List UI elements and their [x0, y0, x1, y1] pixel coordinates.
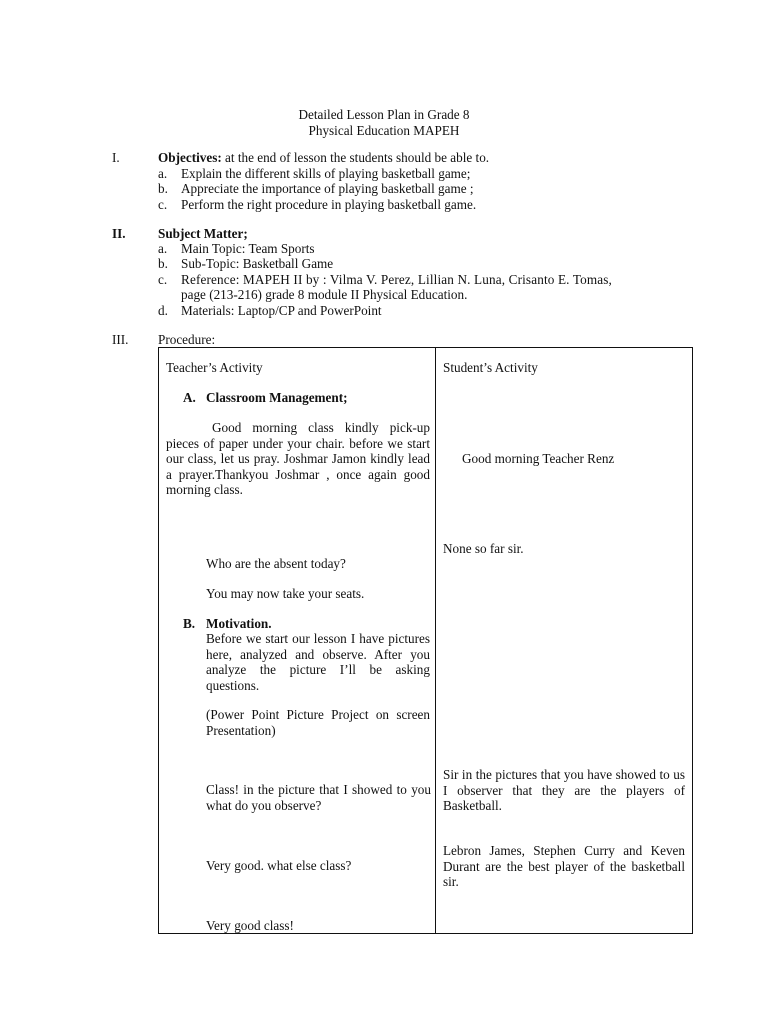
list-item	[158, 181, 476, 196]
teacher-what-else: Very good. what else class?	[206, 858, 352, 873]
item-letter: b.	[158, 181, 168, 197]
classroom-letter: A.	[183, 390, 196, 405]
objectives-heading: Objectives:	[158, 150, 222, 165]
teacher-observe-question: Class! in the picture that I showed to you what do you observe?	[206, 782, 431, 813]
student-none: None so far sir.	[443, 541, 524, 556]
section-numeral-objectives: I.	[112, 150, 120, 165]
list-item	[158, 166, 476, 181]
teacher-greeting: Good morning class kindly pick-up pieces of paper under your chair. before we start our class, let us pray. Joshmar Jamon kindly lead a prayer.Thankyou Joshmar , once again good morning class.	[166, 420, 430, 497]
item-letter: a.	[158, 241, 168, 256]
teacher-activity-header: Teacher’s Activity	[166, 360, 263, 375]
item-text: Materials: Laptop/CP and PowerPoint	[181, 302, 382, 318]
list-item	[158, 241, 612, 256]
student-greeting: Good morning Teacher Renz	[462, 451, 615, 466]
teacher-take-seats: You may now take your seats.	[206, 586, 365, 601]
section-numeral-subject-matter: II.	[112, 226, 126, 241]
motivation-text: Before we start our lesson I have pictures here, analyzed and observe. After you analyze the picture I’ll be asking questions.	[206, 631, 430, 693]
motivation-heading: Motivation.	[206, 616, 272, 631]
list-item	[158, 256, 612, 271]
list-item	[158, 287, 612, 302]
objectives-intro: at the end of lesson the students should be able to.	[221, 150, 490, 165]
student-observation: Sir in the pictures that you have showed to us I observer that they are the players of Basketball.	[443, 767, 685, 813]
table-column-divider	[435, 347, 436, 934]
item-text: page (213-216) grade 8 module II Physical Education.	[181, 287, 468, 303]
procedure-heading: Procedure:	[158, 332, 216, 347]
document-subtitle: Physical Education MAPEH	[308, 123, 460, 138]
item-text: Appreciate the importance of playing basketball game ;	[181, 181, 474, 197]
item-letter: b.	[158, 256, 168, 272]
list-item	[158, 272, 612, 287]
objectives-list	[158, 166, 476, 212]
teacher-very-good: Very good class!	[206, 918, 294, 933]
item-text: Perform the right procedure in playing basketball game.	[181, 196, 477, 212]
item-text: Sub-Topic: Basketball Game	[181, 256, 334, 272]
subject-matter-list	[158, 241, 612, 318]
subject-matter-heading: Subject Matter;	[158, 226, 248, 241]
teacher-absent-question: Who are the absent today?	[206, 556, 346, 571]
item-letter: c.	[158, 196, 168, 212]
section-numeral-procedure: III.	[112, 332, 129, 347]
teacher-presentation-note: (Power Point Picture Project on screen Presentation)	[206, 707, 430, 738]
student-activity-header: Student’s Activity	[443, 360, 538, 375]
document-title: Detailed Lesson Plan in Grade 8	[298, 107, 470, 122]
objectives-heading-line	[158, 150, 489, 166]
item-letter: d.	[158, 302, 168, 318]
motivation-letter: B.	[183, 616, 196, 631]
list-item	[158, 303, 612, 318]
item-text: Main Topic: Team Sports	[181, 241, 315, 256]
classroom-management-heading: Classroom Management;	[206, 390, 348, 405]
item-letter: a.	[158, 166, 168, 181]
item-text: Reference: MAPEH II by : Vilma V. Perez, Lillian N. Luna, Crisanto E. Tomas,	[181, 271, 612, 287]
item-text: Explain the different skills of playing basketball game;	[181, 166, 471, 181]
student-players: Lebron James, Stephen Curry and Keven Durant are the best player of the basketball sir.	[443, 843, 685, 889]
list-item	[158, 197, 476, 212]
item-letter: c.	[158, 271, 168, 287]
